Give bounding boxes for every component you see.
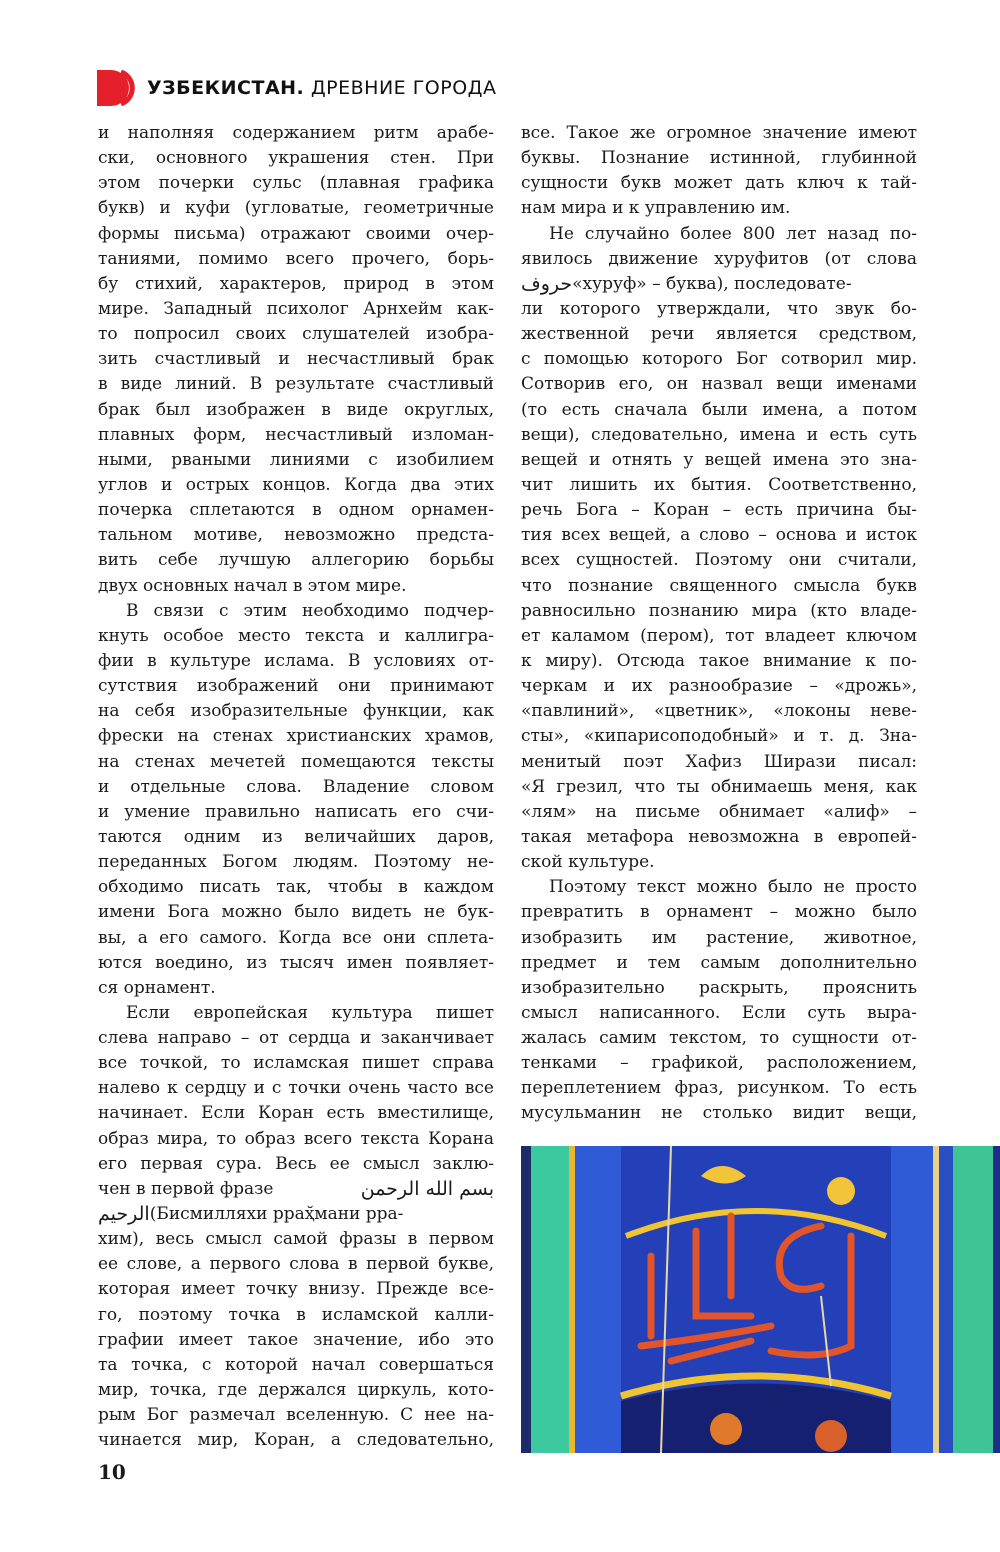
text-line: изобразить им растение, животное, [521,927,917,948]
logo-icon [97,70,137,106]
text-line: смысл написанного. Если суть выра- [521,1002,917,1023]
text-line: ются воедино, из тысяч имен появляет- [98,952,494,973]
text-line: мусульманин не столько видит вещи, [521,1103,917,1124]
text-line: мир, точка, где держался циркуль, кото- [98,1380,494,1401]
text-line: ет каламом (пером), тот владеет ключом [521,625,917,646]
text-line: жалась самим текстом, то сущности от- [521,1028,917,1049]
text-line: на стенах мечетей помещаются тексты [98,751,494,772]
text-line: налево к сердцу и с точки очень часто все [98,1078,494,1099]
text-line: тенками – графикой, расположением, [521,1053,917,1074]
text-segment: «хуруф» – буква), последовате- [572,273,852,294]
text-line [521,272,917,297]
text-line: таются одним из величайших даров, [98,826,494,847]
text-line: с помощью которого Бог сотворил мир. [521,349,917,370]
text-line: всех сущностей. Поэтому они считали, [521,550,917,571]
text-line: фрески на стенах христианских храмов, [98,726,494,747]
text-line: го, поэтому точка в исламской калли- [98,1304,494,1325]
text-line: этом почерки сульс (плавная графика [98,173,494,194]
text-line: ее слове, а первого слова в первой букве, [98,1254,494,1275]
text-line: и отдельные слова. Владение словом [98,776,494,797]
text-line: все точкой, то исламская пишет справа [98,1053,494,1074]
text-line: углов и острых концов. Когда два этих [98,474,494,495]
text-line: слева направо – от сердца и заканчивает [98,1028,494,1049]
text-line: «Я грезил, что ты обнимаешь меня, как [521,776,917,797]
text-line: нам мира и к управлению им. [521,198,791,219]
text-line: черкам и их разнообразие – «дрожь», [521,676,917,697]
header-title: УЗБЕКИСТАН. ДРЕВНИЕ ГОРОДА [147,77,497,99]
left-text-column [98,121,494,1453]
text-line: тальном мотиве, невозможно предста- [98,525,494,546]
text-line: буквы. Познание истинной, глубинной [521,148,917,169]
text-line: та точка, с которой начал совершаться [98,1354,494,1375]
text-line: брак был изображен в виде округлых, [98,399,494,420]
text-line: вещей и отнять у вещей имена это зна- [521,449,917,470]
text-line: ными, рваными линиями с изобилием [98,449,494,470]
text-line: в виде линий. В результате счастливый [98,374,494,395]
text-line: сутствия изображений они принимают [98,676,494,697]
text-line: менитый поэт Хафиз Ширази писал: [521,751,917,772]
text-line: сты», «кипарисоподобный» и т. д. Зна- [521,726,917,747]
text-line: почерка сплетаются в одном орнамен- [98,500,494,521]
text-line: зить счастливый и несчастливый брак [98,349,494,370]
text-line: обходимо писать так, чтобы в каждом [98,877,494,898]
text-line: ли которого утверждали, что звук бо- [521,298,917,319]
text-line: букв) и куфи (угловатые, геометричные [98,198,494,219]
text-line: имени Бога можно было видеть не бук- [98,902,494,923]
text-line: Поэтому текст можно было не просто [549,877,917,898]
text-line: графии имеет такое значение, ибо это [98,1329,494,1350]
text-line: таниями, помимо всего прочего, борь- [98,248,494,269]
text-line: хим), весь смысл самой фразы в первом [98,1229,494,1250]
text-line: предмет и тем самым дополнительно [521,952,917,973]
text-line: на себя изобразительные функции, как [98,701,494,722]
text-line: и наполняя содержанием ритм арабе- [98,123,494,143]
text-line: и умение правильно написать его счи- [98,801,494,822]
text-line: явилось движение хуруфитов (от слова [521,248,917,269]
text-line: (то есть сначала были имена, а потом [521,399,917,420]
text-line: «павлиний», «цветник», «локоны неве- [521,701,917,722]
text-line: равносильно познанию мира (кто владе- [521,600,917,621]
text-line: вещи), следовательно, имена и есть суть [521,424,917,445]
arabic-text: بسم الله الرحمن [360,1177,494,1200]
text-line: фии в культуре ислама. В условиях от- [98,650,494,671]
text-line: вить себе лучшую аллегорию борьбы [98,550,494,571]
text-line: переданных Богом людям. Поэтому не- [98,852,494,873]
text-line: чит лишить их бытия. Соответственно, [521,474,917,495]
text-line: речь Бога – Коран – есть причина бы- [521,500,917,521]
text-line [98,1202,494,1227]
text-line: его первая сура. Весь ее смысл заклю- [98,1153,494,1174]
text-line: Если европейская культура пишет [126,1002,494,1023]
text-line: начинает. Если Коран есть вместилище, [98,1103,494,1124]
text-line: все. Такое же огромное значение имеют [521,123,917,143]
text-line: к миру). Отсюда такое внимание к по- [521,650,917,671]
running-header [97,70,497,106]
text-line: которая имеет точку внизу. Прежде все- [98,1279,494,1300]
text-segment: чен в первой фразе [98,1178,274,1199]
text-line: ски, основного украшения стен. При [98,148,494,169]
text-line: двух основных начал в этом мире. [98,575,407,596]
text-line: тия всех вещей, а слово – основа и исток [521,525,917,546]
text-line: такая метафора невозможна в европей- [521,826,917,847]
text-line: образ мира, то образ всего текста Корана [98,1128,494,1149]
text-line: В связи с этим необходимо подчер- [126,600,494,621]
right-text-column [521,121,917,1127]
text-line: бу стихий, характеров, природ в этом [98,273,494,294]
text-line: сущности букв может дать ключ к тай- [521,173,917,194]
text-line [98,1177,494,1202]
page-number: 10 [98,1460,126,1484]
text-line: плавных форм, несчастливый изломан- [98,424,494,445]
text-line: ской культуре. [521,852,655,873]
text-line: превратить в орнамент – можно было [521,902,917,923]
text-line: рым Бог размечал вселенную. С нее на- [98,1405,494,1426]
text-line: Не случайно более 800 лет назад по- [549,223,917,244]
text-line: формы письма) отражают своими очер- [98,223,494,244]
text-line: кнуть особое место текста и каллигра- [98,625,494,646]
text-line: Сотворив его, он назвал вещи именами [521,374,917,395]
text-line: жественной речи является средством, [521,324,917,345]
text-line: что познание священного смысла букв [521,575,917,596]
text-line: то попросил своих слушателей изобра- [98,324,494,345]
arabic-text: الرحيم [98,1203,150,1226]
text-line: чинается мир, Коран, а следовательно, [98,1430,494,1451]
text-line: «лям» на письме обнимает «алиф» – [521,801,917,822]
text-line: мире. Западный психолог Арнхейм как- [98,298,494,319]
text-line: вы, а его самого. Когда все они сплета- [98,927,494,948]
text-line: переплетением фраз, рисунком. То есть [521,1078,917,1099]
text-line: ся орнамент. [98,977,216,998]
text-line: изобразительно раскрыть, прояснить [521,977,917,998]
arabic-text: حروف [521,272,573,295]
text-segment: (Бисмилляхи рраҳ̆мани рра- [149,1204,404,1225]
tile-calligraphy-photo [521,1146,1000,1453]
